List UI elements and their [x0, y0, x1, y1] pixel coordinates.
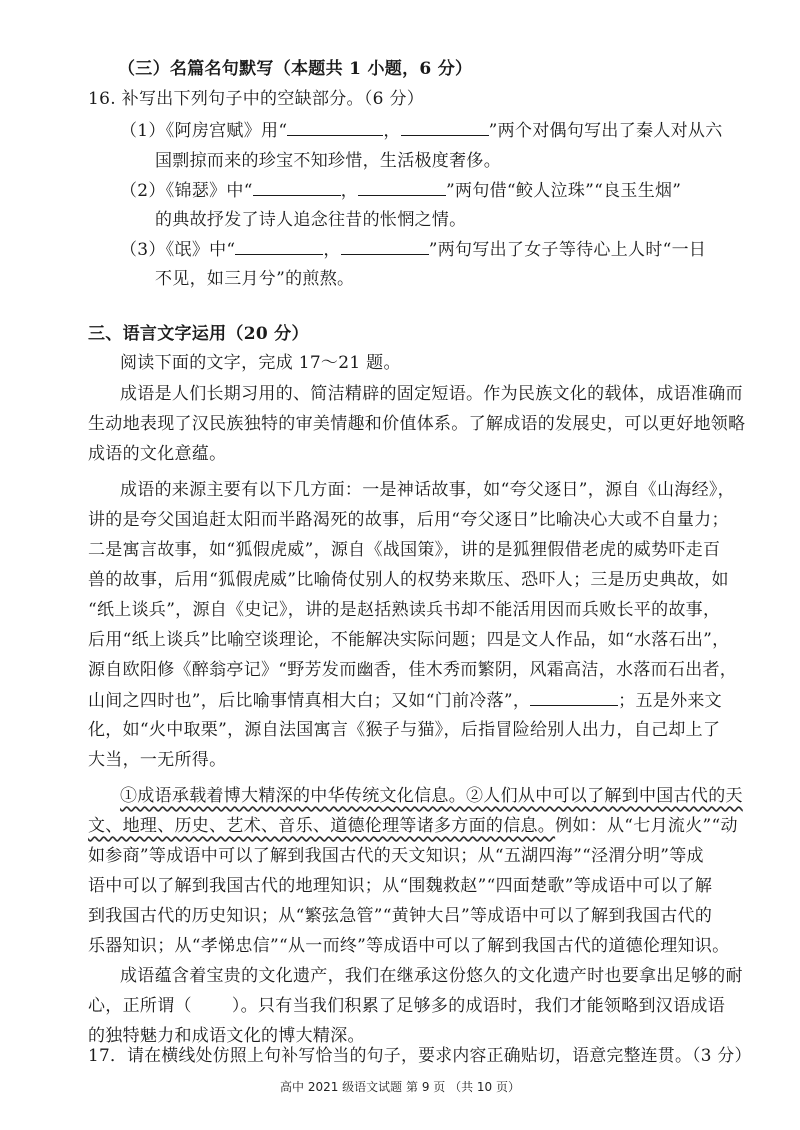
passage-line: 语中可以了解到我国古代的地理知识；从“围魏救赵”“四面楚歌”等成语中可以了解: [88, 876, 713, 896]
passage-line: 后用“纸上谈兵”比喻空谈理论，不能解决实际问题；四是文人作品，如“水落石出”，: [88, 630, 730, 650]
q16-item-3-cont: 不见，如三月兮”的煎熬。: [155, 269, 355, 289]
passage-line: 成语的文化意蕴。: [88, 444, 227, 464]
item-text-before: 《锦瑟》中“: [165, 181, 253, 201]
q16-item-1: [120, 117, 723, 144]
passage-line: 二是寓言故事，如“狐假虎威”，源自《战国策》，讲的是狐狸假借老虎的威势吓走百: [88, 540, 721, 560]
passage-line: 源自欧阳修《醉翁亭记》“野芳发而幽香，佳木秀而繁阴，风霜高洁，水落而石出者，: [88, 660, 738, 680]
question-17: 17．请在横线处仿照上句补写恰当的句子，要求内容正确贴切，语意完整连贯。（3 分）: [88, 1046, 752, 1066]
passage-line: 成语是人们长期习用的、简洁精辟的固定短语。作为民族文化的载体，成语准确而: [120, 384, 743, 404]
answer-blank[interactable]: [253, 177, 341, 196]
passage-line-with-paren: [88, 993, 725, 1019]
answer-blank[interactable]: [287, 117, 383, 136]
item-text-after: ”两个对偶句写出了秦人对从六: [488, 121, 723, 141]
passage-text: ）。只有当我们积累了足够多的成语时，我们才能领略到汉语成语: [231, 996, 726, 1016]
q16-item-1-cont: 国剽掠而来的珍宝不知珍惜，生活极度奢侈。: [155, 151, 501, 171]
passage-line: [88, 813, 738, 839]
passage-line: 化，如“火中取栗”，源自法国寓言《猴子与猫》，后指冒险给别人出力，自己却上了: [88, 720, 721, 740]
underlined-sentences: 文、地理、历史、艺术、音乐、道德伦理等诸多方面的信息。: [88, 816, 556, 836]
item-text-before: 《氓》中“: [165, 240, 236, 260]
page-footer: 高中 2021 级语文试题 第 9 页 （共 10 页）: [280, 1080, 520, 1094]
passage-text: 例如：从“七月流火”“动: [555, 816, 738, 836]
underlined-sentences: ①成语承载着博大精深的中华传统文化信息。②人们从中可以了解到中国古代的天: [120, 786, 743, 806]
passage-text: 心，正所谓（: [88, 996, 192, 1016]
item-label: （1）: [120, 121, 166, 141]
q16-item-2-cont: 的典故抒发了诗人追念往昔的怅惘之情。: [155, 210, 467, 230]
passage-line: 讲的是夸父国追赶太阳而半路渴死的故事，后用“夸父逐日”比喻决心大或不自量力；: [88, 510, 729, 530]
passage-line-with-blank: [88, 687, 722, 714]
passage-line: 兽的故事，后用“狐假虎威”比喻倚仗别人的权势来欺压、恐吓人；三是历史典故，如: [88, 570, 729, 590]
question-16-stem: [88, 86, 424, 112]
part-three-heading: 三、语言文字运用（20 分）: [88, 324, 309, 344]
reading-instruction: 阅读下面的文字，完成 17～21 题。: [120, 353, 401, 373]
question-stem: 补写出下列句子中的空缺部分。（6 分）: [121, 89, 425, 109]
passage-line: 如参商”等成语中可以了解到我国古代的天文知识；从“五湖四海”“泾渭分明”等成: [88, 846, 704, 866]
item-text-after: ”两句写出了女子等待心上人时“一日: [428, 240, 707, 260]
item-label: （2）: [120, 181, 166, 201]
q17-answer-blank[interactable]: [530, 687, 618, 706]
item-comma: ，: [383, 121, 401, 141]
section-heading-recitation: （三）名篇名句默写（本题共 1 小题，6 分）: [118, 59, 473, 79]
passage-line: 的独特魅力和成语文化的博大精深。: [88, 1026, 365, 1046]
question-number: 16.: [88, 89, 116, 109]
passage-line: 乐器知识；从“孝悌忠信”“从一而终”等成语中可以了解到我国古代的道德伦理知识。: [88, 936, 730, 956]
passage-line: 成语蕴含着宝贵的文化遗产，我们在继承这份悠久的文化遗产时也要拿出足够的耐: [120, 966, 743, 986]
answer-blank[interactable]: [401, 117, 489, 136]
passage-text: ；五是外来文: [618, 691, 722, 711]
passage-line: 大当，一无所得。: [88, 750, 227, 770]
passage-line: “纸上谈兵”，源自《史记》，讲的是赵括熟读兵书却不能活用因而兵败长平的故事，: [88, 600, 721, 620]
answer-blank[interactable]: [358, 177, 446, 196]
item-comma: ，: [323, 240, 341, 260]
answer-blank[interactable]: [235, 236, 323, 255]
answer-blank[interactable]: [341, 236, 429, 255]
item-comma: ，: [340, 181, 359, 201]
item-text-before: 《阿房宫赋》用“: [165, 121, 288, 141]
item-label: （3）: [120, 240, 166, 260]
passage-line: 生动地表现了汉民族独特的审美情趣和价值体系。了解成语的发展史，可以更好地领略: [88, 414, 746, 434]
wavy-underlined-line: [120, 783, 743, 809]
passage-line: 到我国古代的历史知识；从“繁弦急管”“黄钟大吕”等成语中可以了解到我国古代的: [88, 906, 713, 926]
q16-item-3: [120, 236, 706, 263]
item-text-after: ”两句借“鲛人泣珠”“良玉生烟”: [446, 181, 682, 201]
passage-line: 成语的来源主要有以下几方面：一是神话故事，如“夸父逐日”，源自《山海经》，: [120, 480, 735, 500]
passage-text: 山间之四时也”，后比喻事情真相大白；又如“门前冷落”，: [88, 691, 531, 711]
q16-item-2: [120, 177, 681, 204]
